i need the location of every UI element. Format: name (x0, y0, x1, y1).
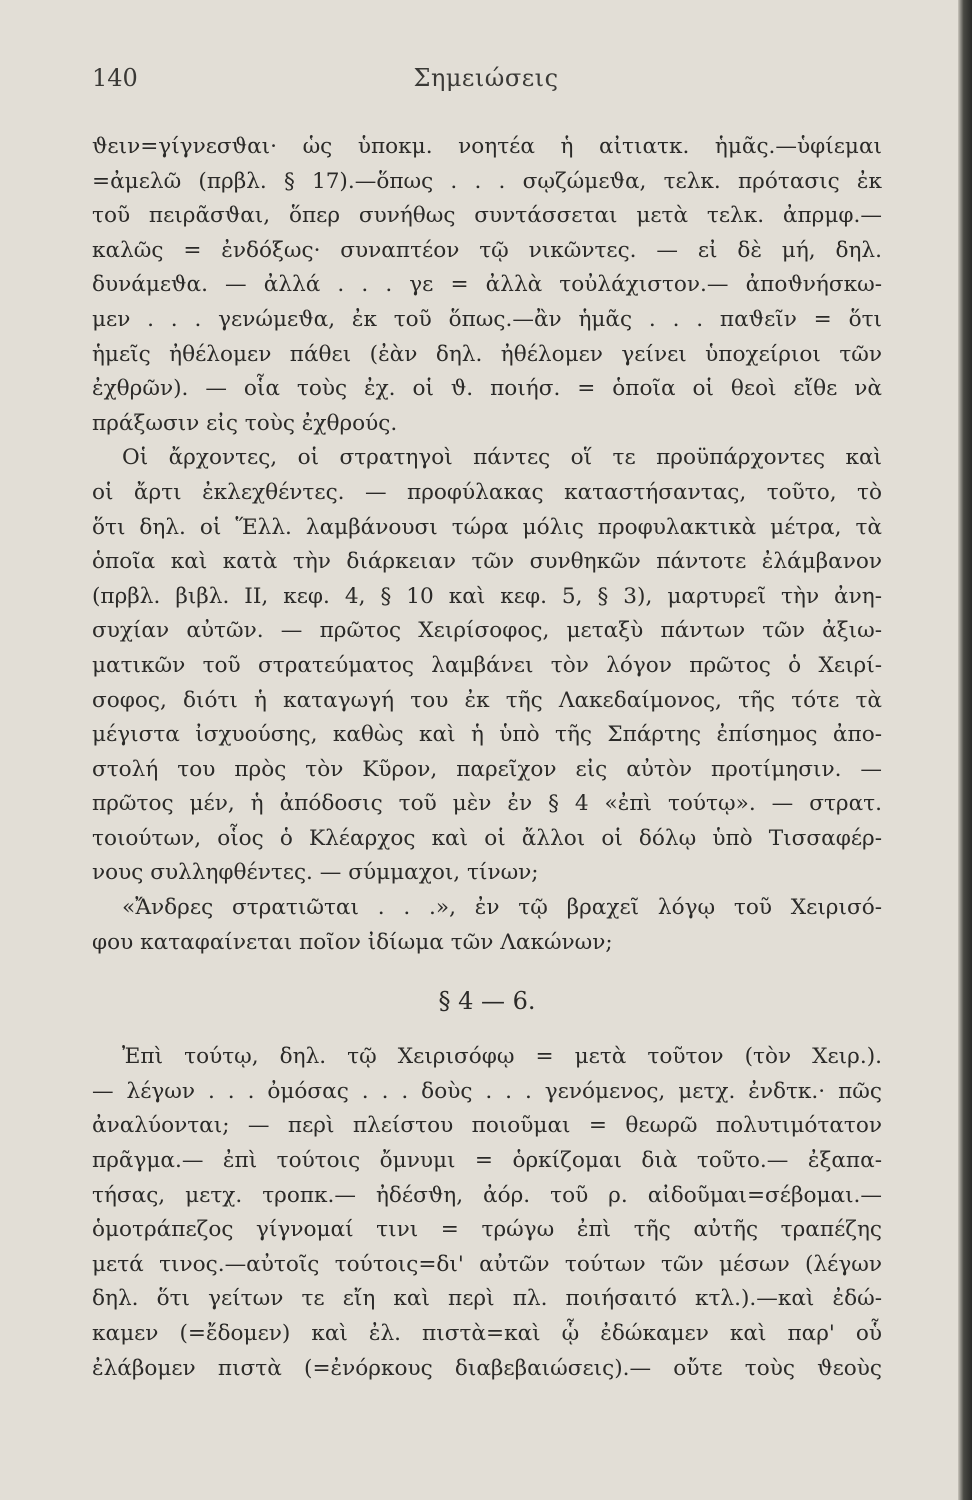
text-line: Οἱ ἄρχοντες, οἱ στρατηγοὶ πάντες οἵ τε προϋπάρχοντες καὶ (122, 445, 882, 471)
page-header (92, 64, 880, 104)
text-line: (πρβλ. βιβλ. ΙΙ, κεφ. 4, § 10 καὶ κεφ. 5, § 3), μαρτυρεῖ τὴν ἀνη- (92, 583, 882, 609)
text-line: μετά τινος.—αὐτοῖς τούτοις=δι' αὐτῶν τούτων τῶν μέσων (λέγων (92, 1251, 882, 1277)
page-body (92, 130, 882, 1386)
paragraph-archontes (92, 441, 882, 891)
text-line: δηλ. ὅτι γείτων τε εἴη καὶ περὶ πλ. ποιήσαιτό κτλ.).—καὶ ἐδώ- (92, 1286, 882, 1312)
section-heading: § 4 — 6. (438, 987, 536, 1016)
text-line: ἐλάβομεν πιστὰ (=ἐνόρκους διαβεβαιώσεις).— οὔτε τοὺς ϑεοὺς (92, 1355, 882, 1381)
text-line: δυνάμεϑα. — ἀλλά . . . γε = ἀλλὰ τοὐλάχιστον.— ἀποϑνήσκω- (92, 272, 882, 298)
text-line: τοιούτων, οἷος ὁ Κλέαρχος καὶ οἱ ἄλλοι οἱ δόλῳ ὑπὸ Τισσαφέρ- (92, 825, 882, 851)
text-line: τήσας, μετχ. τροπκ.— ἠδέσϑη, ἀόρ. τοῦ ρ. αἰδοῦμαι=σέβομαι.— (92, 1182, 882, 1208)
paragraph-section-4-6 (92, 1040, 882, 1386)
text-line: πρᾶγμα.— ἐπὶ τούτοις ὄμνυμι = ὁρκίζομαι διὰ τοῦτο.— ἐξαπα- (92, 1148, 882, 1174)
text-line: μέγιστα ἰσχυούσης, καθὼς καὶ ἡ ὑπὸ τῆς Σπάρτης ἐπίσημος ἀπο- (92, 722, 882, 748)
running-title: Σημειώσεις (413, 64, 559, 92)
book-spine-shadow (958, 0, 972, 1500)
page-number: 140 (92, 64, 138, 92)
text-line: μεν . . . γενώμεϑα, ἐκ τοῦ ὅπως.—ἂν ἡμᾶς . . . παϑεῖν = ὅτι (92, 306, 882, 332)
text-line: στολή του πρὸς τὸν Κῦρον, παρεῖχον εἰς αὐτὸν προτίμησιν. — (92, 756, 882, 782)
text-line: φου καταφαίνεται ποῖον ἰδίωμα τῶν Λακώνων; (92, 929, 613, 955)
text-line: οἱ ἄρτι ἐκλεχθέντες. — προφύλακας καταστήσαντας, τοῦτο, τὸ (92, 479, 882, 505)
text-line: συχίαν αὐτῶν. — πρῶτος Χειρίσοφος, μεταξὺ πάντων τῶν ἀξιω- (92, 618, 882, 644)
text-line: καμεν (=ἔδομεν) καὶ ἐλ. πιστὰ=καὶ ᾧ ἐδώκαμεν καὶ παρ' οὗ (92, 1321, 882, 1346)
text-line: ὁποῖα καὶ κατὰ τὴν διάρκειαν τῶν συνθηκῶν πάντοτε ἐλάμβανον (92, 549, 882, 575)
text-line: ἀναλύονται; — περὶ πλείστου ποιοῦμαι = θεωρῶ πολυτιμότατον (92, 1113, 882, 1139)
paragraph-notes-top (92, 130, 882, 441)
text-line: πρῶτος μέν, ἡ ἀπόδοσις τοῦ μὲν ἐν § 4 «ἐπὶ τούτῳ». — στρατ. (92, 791, 882, 817)
text-line: τοῦ πειρᾶσϑαι, ὅπερ συνήθως συντάσσεται μετὰ τελκ. ἀπρμφ.— (92, 203, 882, 229)
text-line: «Ἄνδρες στρατιῶται . . .», ἐν τῷ βραχεῖ λόγῳ τοῦ Χειρισό- (122, 895, 882, 921)
text-line: σοφος, διότι ἡ καταγωγή του ἐκ τῆς Λακεδαίμονος, τῆς τότε τὰ (92, 687, 882, 713)
text-line: ἡμεῖς ἠθέλομεν πάθει (ἐὰν δηλ. ἠθέλομεν γείνει ὑποχείριοι τῶν (92, 341, 882, 367)
paragraph-andres (92, 891, 882, 960)
text-line: ὅτι δηλ. οἱ Ἕλλ. λαμβάνουσι τώρα μόλις προφυλακτικὰ μέτρα, τὰ (92, 514, 882, 540)
text-line: νους συλληφθέντες. — σύμμαχοι, τίνων; (92, 860, 539, 886)
text-line: Ἐπὶ τούτῳ, δηλ. τῷ Χειρισόφῳ = μετὰ τοῦτον (τὸν Χειρ.). (122, 1044, 882, 1070)
text-line: ϑειν=γίγνεσϑαι· ὡς ὑποκμ. νοητέα ἡ αἰτιατκ. ἡμᾶς.—ὑφίεμαι (92, 134, 882, 159)
text-line: ἐχθρῶν). — οἷα τοὺς ἐχ. οἱ ϑ. ποιήσ. = ὁποῖα οἱ θεοὶ εἴθε νὰ (92, 376, 882, 402)
text-line: ὁμοτράπεζος γίγνομαί τινι = τρώγω ἐπὶ τῆς αὐτῆς τραπέζης (92, 1217, 882, 1243)
text-line: — λέγων . . . ὀμόσας . . . δοὺς . . . γενόμενος, μετχ. ἐνδτκ.· πῶς (92, 1078, 882, 1104)
text-line: =ἀμελῶ (πρβλ. § 17).—ὅπως . . . σῳζώμεϑα, τελκ. πρότασις ἐκ (92, 168, 882, 194)
text-line: πράξωσιν εἰς τοὺς ἐχθρούς. (92, 410, 398, 436)
text-line: καλῶς = ἐνδόξως· συναπτέον τῷ νικῶντες. — εἰ δὲ μή, δηλ. (92, 237, 882, 263)
text-line: ματικῶν τοῦ στρατεύματος λαμβάνει τὸν λόγον πρῶτος ὁ Χειρί- (92, 652, 882, 678)
